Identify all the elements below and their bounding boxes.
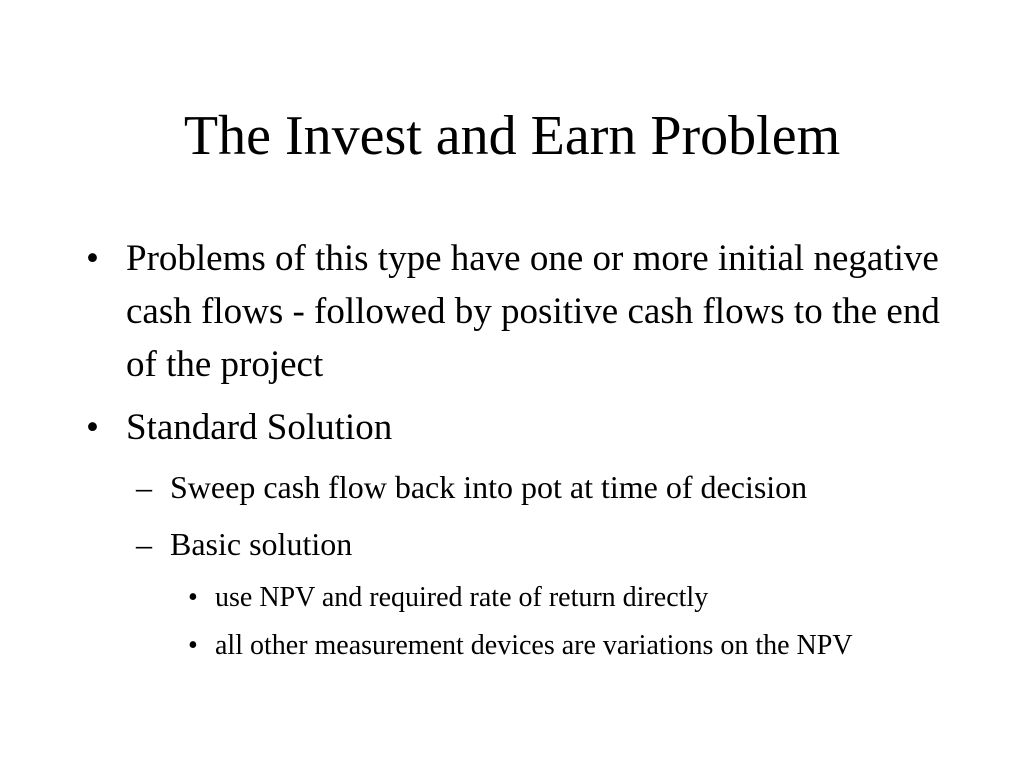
bullet-marker: • xyxy=(188,582,198,613)
bullet-text: Problems of this type have one or more initial negative cash flows - followed by positive cash flows to the end of the project xyxy=(126,238,940,385)
bullet-item xyxy=(80,401,950,454)
sub-sub-bullet-text: use NPV and required rate of return directly xyxy=(215,582,709,613)
sub-bullet-item xyxy=(80,464,950,510)
sub-sub-bullet-text: all other measurement devices are variations on the NPV xyxy=(215,630,853,661)
bullet-text: Standard Solution xyxy=(126,407,393,448)
slide-body xyxy=(80,232,950,674)
bullet-marker: • xyxy=(86,407,99,448)
sub-sub-bullet-item xyxy=(80,626,950,665)
dash-marker: – xyxy=(136,526,152,562)
sub-bullet-text: Basic solution xyxy=(170,526,353,562)
bullet-marker: • xyxy=(86,238,99,279)
sub-bullet-item xyxy=(80,521,950,567)
bullet-marker: • xyxy=(188,630,198,661)
dash-marker: – xyxy=(136,469,152,505)
bullet-item xyxy=(80,232,950,391)
sub-sub-bullet-item xyxy=(80,578,950,617)
sub-bullet-text: Sweep cash flow back into pot at time of decision xyxy=(170,469,808,505)
slide-title: The Invest and Earn Problem xyxy=(183,105,841,167)
